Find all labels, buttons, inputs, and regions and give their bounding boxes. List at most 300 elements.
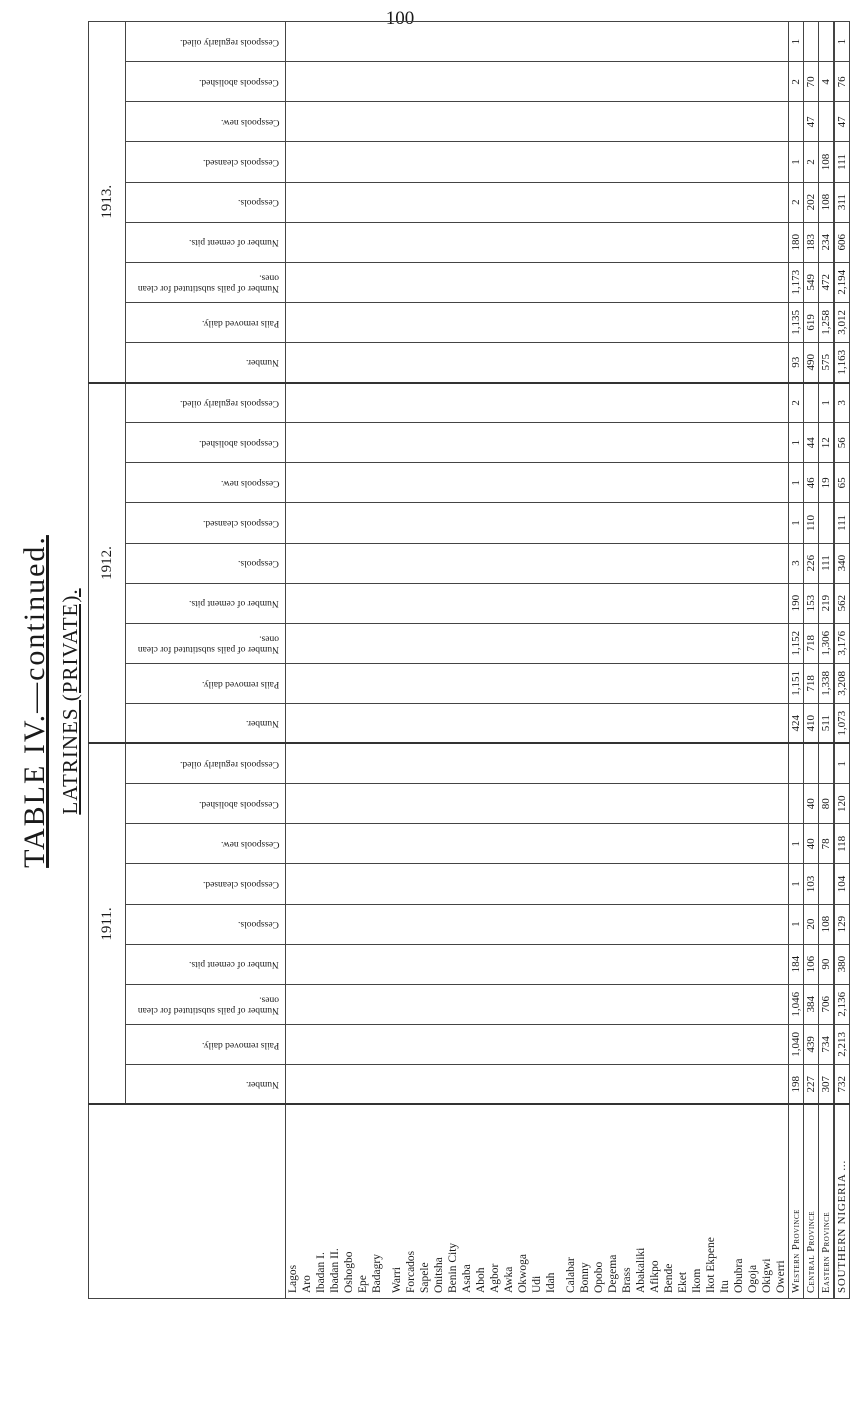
value-cell: [432, 102, 446, 142]
value-cell: [286, 383, 301, 423]
value-cell: [432, 1024, 446, 1064]
value-cell: [564, 543, 578, 583]
value-cell: [286, 663, 301, 703]
value-cell: [404, 864, 418, 904]
value-cell: [592, 463, 606, 503]
value-cell: [774, 904, 789, 944]
value-cell: [404, 463, 418, 503]
column-header-1911-8: [126, 784, 286, 824]
value-cell: [404, 62, 418, 102]
value-cell: [286, 22, 301, 62]
value-cell: [530, 944, 544, 984]
value-cell: [662, 182, 676, 222]
value-cell: [418, 222, 432, 262]
value-cell: [690, 22, 704, 62]
value-cell: 424: [789, 703, 804, 743]
place-row: [502, 22, 516, 1299]
value-cell: [634, 102, 648, 142]
value-cell: [390, 744, 404, 784]
place-name: Awka: [502, 1104, 516, 1298]
value-cell: [746, 102, 760, 142]
value-cell: [819, 744, 835, 784]
value-cell: 384: [804, 984, 819, 1024]
value-cell: [606, 944, 620, 984]
place-row: [620, 22, 634, 1299]
value-cell: 108: [819, 142, 835, 182]
value-cell: [328, 984, 342, 1024]
value-cell: [732, 703, 746, 743]
value-cell: [718, 142, 732, 182]
value-cell: [789, 102, 804, 142]
value-cell: [704, 623, 718, 663]
value-cell: [314, 463, 328, 503]
value-cell: [370, 463, 384, 503]
value-cell: [662, 904, 676, 944]
place-name: Ogoja: [746, 1104, 760, 1298]
value-cell: [418, 984, 432, 1024]
value-cell: [390, 342, 404, 382]
value-cell: [370, 503, 384, 543]
value-cell: [314, 824, 328, 864]
value-cell: [488, 102, 502, 142]
value-cell: [564, 182, 578, 222]
value-cell: [774, 503, 789, 543]
value-cell: [370, 342, 384, 382]
value-cell: [544, 543, 558, 583]
value-cell: [634, 703, 648, 743]
value-cell: [704, 703, 718, 743]
value-cell: [732, 302, 746, 342]
value-cell: [314, 904, 328, 944]
value-cell: [634, 744, 648, 784]
value-cell: 111: [834, 142, 850, 182]
year-header-row: [89, 22, 126, 1299]
value-cell: [732, 22, 746, 62]
value-cell: [564, 383, 578, 423]
value-cell: [370, 1024, 384, 1064]
column-header-label: Cesspools new.: [220, 478, 279, 489]
latrines-table: [88, 21, 850, 1299]
value-cell: [314, 984, 328, 1024]
value-cell: [418, 423, 432, 463]
value-cell: [502, 262, 516, 302]
value-cell: [606, 142, 620, 182]
value-cell: [530, 62, 544, 102]
value-cell: [690, 864, 704, 904]
place-row: [760, 22, 774, 1299]
value-cell: 1: [789, 824, 804, 864]
value-cell: [370, 22, 384, 62]
value-cell: 549: [804, 262, 819, 302]
value-cell: [390, 182, 404, 222]
place-name: Okigwi: [760, 1104, 774, 1298]
value-cell: [530, 302, 544, 342]
value-cell: [634, 1024, 648, 1064]
value-cell: [544, 142, 558, 182]
value-cell: [516, 102, 530, 142]
value-cell: [648, 1064, 662, 1104]
value-cell: [404, 22, 418, 62]
value-cell: [690, 302, 704, 342]
value-cell: [446, 824, 460, 864]
value-cell: [819, 503, 835, 543]
value-cell: [544, 262, 558, 302]
value-cell: [356, 1064, 370, 1104]
value-cell: 1,163: [834, 342, 850, 382]
place-row: [432, 22, 446, 1299]
column-header-1913-9: [126, 22, 286, 62]
value-cell: [732, 503, 746, 543]
value-cell: [634, 623, 648, 663]
value-cell: 93: [789, 342, 804, 382]
value-cell: 307: [819, 1064, 835, 1104]
value-cell: [732, 262, 746, 302]
place-name: Brass: [620, 1104, 634, 1298]
value-cell: [488, 222, 502, 262]
value-cell: [648, 463, 662, 503]
value-cell: [564, 623, 578, 663]
value-cell: [328, 543, 342, 583]
value-cell: [418, 784, 432, 824]
column-header-1913-1: [126, 342, 286, 382]
value-cell: [774, 262, 789, 302]
value-cell: [516, 222, 530, 262]
column-header-label: Cesspools cleansed.: [203, 157, 279, 168]
value-cell: [446, 62, 460, 102]
value-cell: [474, 62, 488, 102]
value-cell: [502, 1064, 516, 1104]
value-cell: [488, 744, 502, 784]
value-cell: [606, 62, 620, 102]
place-name: Degema: [606, 1104, 620, 1298]
value-cell: [774, 22, 789, 62]
value-cell: [690, 342, 704, 382]
value-cell: 1,135: [789, 302, 804, 342]
value-cell: [300, 1064, 314, 1104]
value-cell: [342, 744, 356, 784]
value-cell: [774, 703, 789, 743]
value-cell: [370, 623, 384, 663]
value-cell: 380: [834, 944, 850, 984]
value-cell: [690, 904, 704, 944]
value-cell: [474, 463, 488, 503]
value-cell: [804, 22, 819, 62]
column-header-label: Number.: [246, 718, 279, 729]
table-subtitle: LATRINES (PRIVATE).: [58, 588, 82, 815]
value-cell: [564, 62, 578, 102]
place-name: Bonny: [578, 1104, 592, 1298]
value-cell: [648, 1024, 662, 1064]
value-cell: [404, 663, 418, 703]
place-name: Western Province: [789, 1104, 804, 1298]
value-cell: [460, 984, 474, 1024]
value-cell: [300, 824, 314, 864]
value-cell: [718, 1064, 732, 1104]
value-cell: 1,151: [789, 663, 804, 703]
value-cell: 1: [789, 142, 804, 182]
value-cell: [460, 663, 474, 703]
value-cell: [620, 302, 634, 342]
value-cell: [314, 182, 328, 222]
latrines-table-container: [88, 21, 849, 1299]
value-cell: [502, 623, 516, 663]
value-cell: [328, 1064, 342, 1104]
column-header-label: Number of pails substituted for clean ones.: [137, 272, 279, 293]
value-cell: [488, 463, 502, 503]
value-cell: [648, 824, 662, 864]
value-cell: [404, 383, 418, 423]
place-row: [676, 22, 690, 1299]
value-cell: [746, 904, 760, 944]
value-cell: [356, 302, 370, 342]
place-row: [746, 22, 760, 1299]
value-cell: [592, 1064, 606, 1104]
value-cell: [356, 824, 370, 864]
value-cell: [544, 944, 558, 984]
value-cell: 3,176: [834, 623, 850, 663]
value-cell: [718, 503, 732, 543]
value-cell: [446, 784, 460, 824]
value-cell: [530, 22, 544, 62]
value-cell: [328, 503, 342, 543]
value-cell: [460, 503, 474, 543]
value-cell: [460, 1064, 474, 1104]
value-cell: [516, 904, 530, 944]
column-header-1911-9: [126, 744, 286, 784]
value-cell: [446, 222, 460, 262]
value-cell: [342, 102, 356, 142]
value-cell: [502, 904, 516, 944]
value-cell: [502, 22, 516, 62]
value-cell: [620, 663, 634, 703]
value-cell: [516, 62, 530, 102]
value-cell: [746, 663, 760, 703]
value-cell: [488, 703, 502, 743]
value-cell: [502, 944, 516, 984]
value-cell: [662, 583, 676, 623]
column-header-label: Number of cement pits.: [189, 598, 279, 609]
value-cell: [404, 423, 418, 463]
value-cell: [418, 824, 432, 864]
value-cell: [760, 302, 774, 342]
value-cell: [662, 503, 676, 543]
value-cell: [564, 824, 578, 864]
value-cell: [676, 1064, 690, 1104]
value-cell: [774, 423, 789, 463]
value-cell: [746, 182, 760, 222]
value-cell: [474, 342, 488, 382]
value-cell: [446, 864, 460, 904]
value-cell: [648, 62, 662, 102]
value-cell: [432, 663, 446, 703]
value-cell: 183: [804, 222, 819, 262]
value-cell: [460, 623, 474, 663]
value-cell: [342, 383, 356, 423]
column-header-label: Cesspools regularly oiled.: [180, 36, 279, 47]
column-header-label: Cesspools abolished.: [199, 799, 279, 809]
value-cell: [746, 262, 760, 302]
value-cell: [746, 984, 760, 1024]
value-cell: [460, 744, 474, 784]
value-cell: [300, 1024, 314, 1064]
value-cell: [460, 222, 474, 262]
value-cell: [564, 22, 578, 62]
value-cell: [634, 22, 648, 62]
value-cell: [578, 824, 592, 864]
value-cell: [342, 623, 356, 663]
value-cell: [314, 1064, 328, 1104]
value-cell: [819, 102, 835, 142]
value-cell: [606, 784, 620, 824]
value-cell: [446, 1024, 460, 1064]
value-cell: [544, 784, 558, 824]
value-cell: [432, 744, 446, 784]
column-header-1912-3: [126, 623, 286, 663]
place-name: Onitsha: [432, 1104, 446, 1298]
value-cell: [690, 62, 704, 102]
column-header-label: Cesspools.: [238, 197, 279, 208]
value-cell: 190: [789, 583, 804, 623]
value-cell: [662, 703, 676, 743]
value-cell: 47: [804, 102, 819, 142]
value-cell: [819, 864, 835, 904]
value-cell: [760, 102, 774, 142]
value-cell: 3: [834, 383, 850, 423]
value-cell: [578, 543, 592, 583]
value-cell: [530, 784, 544, 824]
value-cell: [390, 463, 404, 503]
value-cell: [718, 423, 732, 463]
value-cell: [474, 623, 488, 663]
value-cell: [530, 583, 544, 623]
province-summary-row: [819, 22, 835, 1299]
value-cell: [544, 984, 558, 1024]
value-cell: [746, 383, 760, 423]
value-cell: [774, 623, 789, 663]
value-cell: [634, 342, 648, 382]
place-row: [662, 22, 676, 1299]
value-cell: [286, 342, 301, 382]
value-cell: [516, 22, 530, 62]
value-cell: [446, 663, 460, 703]
value-cell: [606, 904, 620, 944]
value-cell: [404, 302, 418, 342]
value-cell: [516, 342, 530, 382]
value-cell: [516, 1064, 530, 1104]
value-cell: [544, 22, 558, 62]
value-cell: [516, 463, 530, 503]
place-name: Ikom: [690, 1104, 704, 1298]
column-header-label: Cesspools new.: [220, 839, 279, 850]
value-cell: [760, 222, 774, 262]
place-row: [690, 22, 704, 1299]
value-cell: [732, 383, 746, 423]
value-cell: [760, 182, 774, 222]
value-cell: [592, 1024, 606, 1064]
value-cell: [432, 62, 446, 102]
value-cell: [390, 583, 404, 623]
place-name: Aboh: [474, 1104, 488, 1298]
value-cell: [544, 102, 558, 142]
value-cell: [300, 663, 314, 703]
value-cell: [578, 463, 592, 503]
value-cell: [460, 784, 474, 824]
value-cell: [592, 102, 606, 142]
year-header-1913: 1913.: [89, 22, 126, 383]
value-cell: [342, 663, 356, 703]
value-cell: [432, 543, 446, 583]
value-cell: [390, 222, 404, 262]
value-cell: [432, 222, 446, 262]
value-cell: [676, 182, 690, 222]
value-cell: [530, 423, 544, 463]
value-cell: [774, 784, 789, 824]
value-cell: 1: [834, 744, 850, 784]
value-cell: [718, 824, 732, 864]
value-cell: [432, 1064, 446, 1104]
value-cell: [690, 984, 704, 1024]
value-cell: [474, 383, 488, 423]
value-cell: 20: [804, 904, 819, 944]
value-cell: [474, 583, 488, 623]
value-cell: [516, 583, 530, 623]
value-cell: [564, 944, 578, 984]
value-cell: [300, 102, 314, 142]
value-cell: [760, 623, 774, 663]
value-cell: [286, 824, 301, 864]
value-cell: [328, 744, 342, 784]
value-cell: [432, 182, 446, 222]
value-cell: [732, 744, 746, 784]
value-cell: [564, 142, 578, 182]
value-cell: [592, 583, 606, 623]
value-cell: [606, 1024, 620, 1064]
value-cell: [634, 463, 648, 503]
value-cell: [690, 583, 704, 623]
place-row: [370, 22, 384, 1299]
value-cell: [488, 503, 502, 543]
value-cell: [300, 703, 314, 743]
value-cell: [718, 623, 732, 663]
value-cell: [634, 663, 648, 703]
value-cell: [676, 864, 690, 904]
value-cell: [404, 543, 418, 583]
value-cell: 118: [834, 824, 850, 864]
value-cell: [418, 503, 432, 543]
value-cell: [760, 583, 774, 623]
value-cell: [789, 784, 804, 824]
value-cell: 65: [834, 463, 850, 503]
place-row: [592, 22, 606, 1299]
value-cell: [474, 142, 488, 182]
value-cell: [648, 262, 662, 302]
value-cell: [578, 102, 592, 142]
place-row: [356, 22, 370, 1299]
value-cell: [704, 62, 718, 102]
value-cell: [460, 824, 474, 864]
value-cell: [606, 984, 620, 1024]
place-row: [328, 22, 342, 1299]
value-cell: [676, 262, 690, 302]
value-cell: 1: [789, 463, 804, 503]
value-cell: [544, 503, 558, 543]
value-cell: [690, 182, 704, 222]
value-cell: [446, 423, 460, 463]
value-cell: [606, 302, 620, 342]
value-cell: [286, 222, 301, 262]
value-cell: [634, 784, 648, 824]
value-cell: [760, 944, 774, 984]
